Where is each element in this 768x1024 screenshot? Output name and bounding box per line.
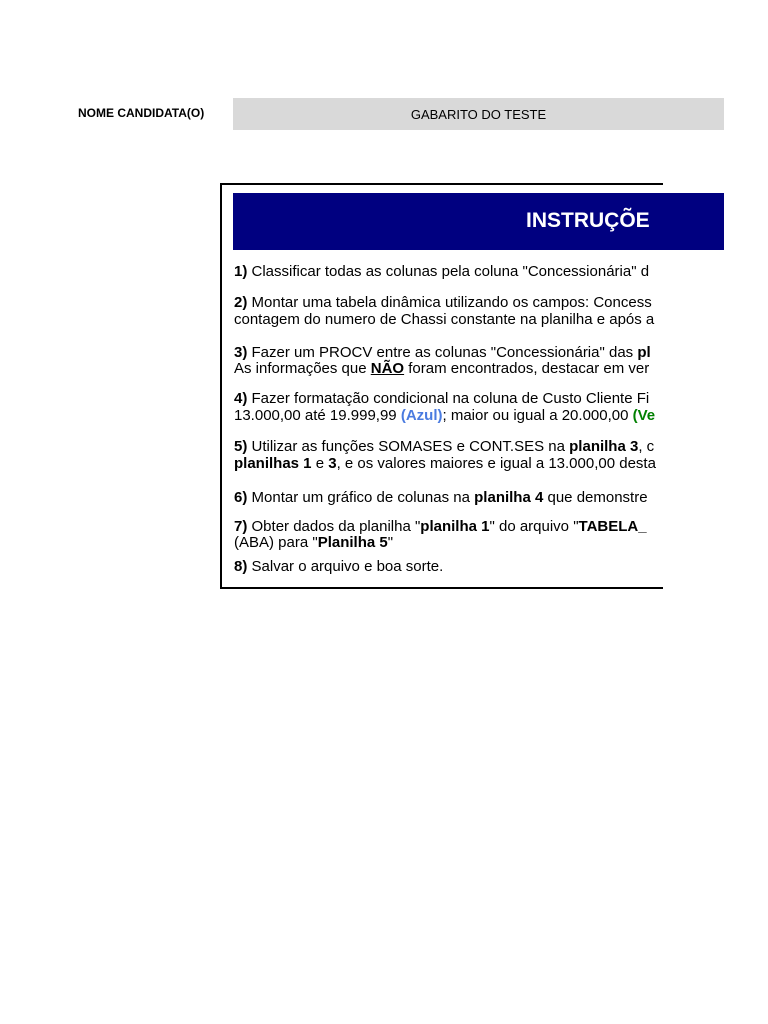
instructions-list: [222, 256, 663, 586]
candidate-name-field[interactable]: [233, 98, 724, 130]
instruction-4: 4) Fazer formatação condicional na coluna de Custo Cliente Fi: [234, 390, 650, 407]
instruction-5-cont: planilhas 1 e 3, e os valores maiores e igual a 13.000,00 desta: [234, 455, 656, 472]
candidate-name-value: GABARITO DO TESTE: [410, 106, 547, 122]
instruction-7-cont: (ABA) para "Planilha 5": [234, 534, 394, 551]
candidate-name-label: NOME CANDIDATA(O): [78, 106, 205, 120]
instruction-1: 1) Classificar todas as colunas pela coluna "Concessionária" d: [234, 263, 650, 280]
instructions-banner: [233, 193, 724, 250]
instructions-title: INSTRUÇÕE: [526, 209, 650, 232]
instruction-2-cont: contagem do numero de Chassi constante na planilha e após a: [234, 311, 655, 328]
instruction-3-cont: As informações que NÃO foram encontrados, destacar em ver: [234, 360, 650, 377]
instruction-8: 8) Salvar o arquivo e boa sorte.: [234, 558, 444, 575]
instruction-5: 5) Utilizar as funções SOMASES e CONT.SES na planilha 3, c: [234, 438, 655, 455]
instruction-6: 6) Montar um gráfico de colunas na planilha 4 que demonstre: [234, 489, 648, 506]
instruction-3: 3) Fazer um PROCV entre as colunas "Concessionária" das pl: [234, 344, 651, 361]
instruction-4-cont: 13.000,00 até 19.999,99 (Azul); maior ou igual a 20.000,00 (Ve: [234, 407, 656, 424]
instruction-2: 2) Montar uma tabela dinâmica utilizando os campos: Concess: [234, 294, 652, 311]
instruction-7: 7) Obter dados da planilha "planilha 1" do arquivo "TABELA_: [234, 518, 647, 535]
